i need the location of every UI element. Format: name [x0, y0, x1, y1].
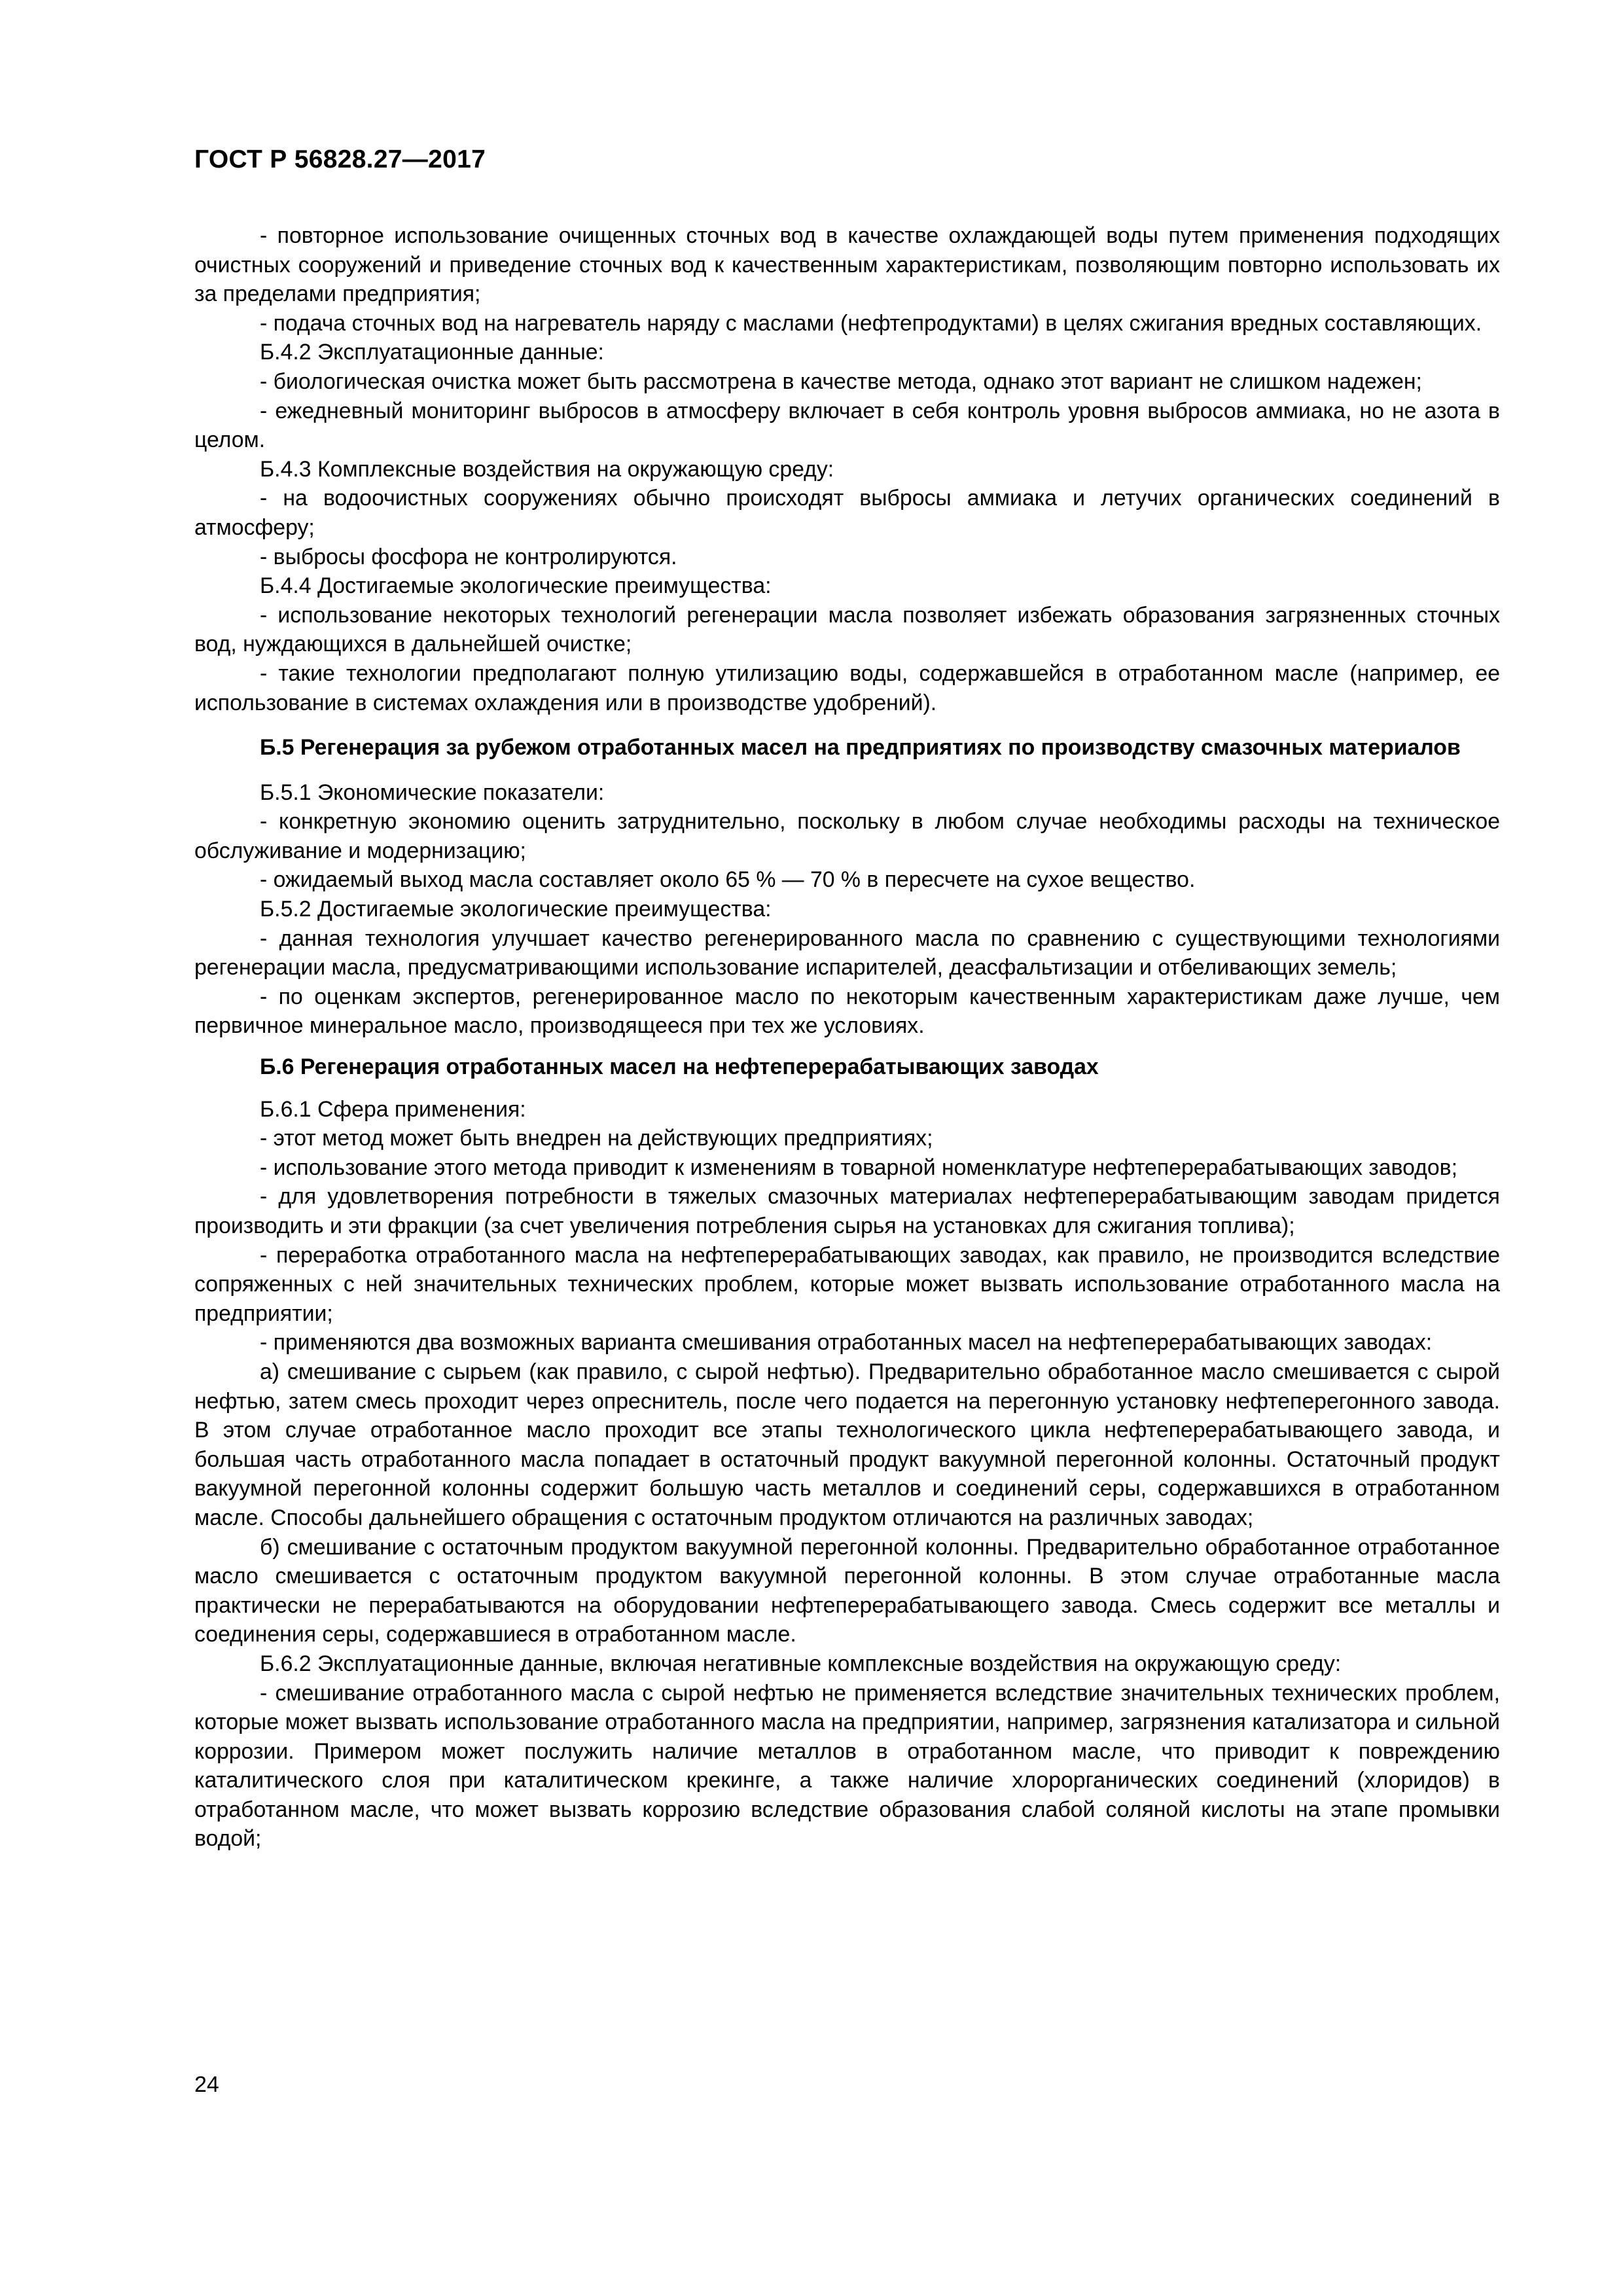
- list-item: - переработка отработанного масла на нефтеперерабатывающих заводах, как правило, не производится вследствие сопряженных с ней значительных технических проблем, которые может вызвать использование отработанного масла на предприятии;: [194, 1242, 1500, 1326]
- list-item: - на водоочистных сооружениях обычно происходят выбросы аммиака и летучих органических соединений в атмосферу;: [194, 486, 1500, 540]
- subsection-title: Б.5.1 Экономические показатели:: [260, 780, 605, 805]
- list-item: - данная технология улучшает качество регенерированного масла по сравнению с существующими технологиями регенерации масла, предусматривающими использование испарителей, деасфальтизации и отбеливающих земель;: [194, 925, 1500, 980]
- page-number: 24: [194, 2072, 219, 2097]
- list-item: - этот метод может быть внедрен на действующих предприятиях;: [260, 1126, 933, 1151]
- variant-paragraph: б) смешивание с остаточным продуктом вакуумной перегонной колонны. Предварительно обработанное отработанное масло смешивается с остаточным продуктом вакуумной перегонной колонны. В этом случае отработанные масла практически не перерабатываются на оборудовании нефтеперерабатывающего завода. Смесь содержит все металлы и соединения серы, содержавшиеся в отработанном масле.: [194, 1534, 1500, 1647]
- list-item: - такие технологии предполагают полную утилизацию воды, содержавшейся в отработанном масле (например, ее использование в системах охлаждения или в производстве удобрений).: [194, 660, 1500, 715]
- list-item: - смешивание отработанного масла с сырой нефтью не применяется вследствие значительных технических проблем, которые может вызвать использование отработанного масла на предприятии, например, загрязнения катализатора и сильной коррозии. Примером может послужить наличие металлов в отработанном масле, что приводит к повреждению каталитического слоя при каталитическом крекинге, а также наличие хлорорганических соединений (хлоридов) в отработанном масле, что может вызвать коррозию вследствие образования слабой соляной кислоты на этапе промывки водой;: [194, 1680, 1500, 1852]
- document-body: [194, 221, 1500, 1854]
- subsection-title: Б.4.2 Эксплуатационные данные:: [260, 340, 604, 365]
- list-item: - по оценкам экспертов, регенерированное масло по некоторым качественным характеристикам даже лучше, чем первичное минеральное масло, производящееся при тех же условиях.: [194, 984, 1500, 1039]
- subsection-title: Б.5.2 Достигаемые экологические преимущества:: [260, 897, 772, 922]
- list-item: - использование этого метода приводит к изменениям в товарной номенклатуре нефтеперерабатывающих заводов;: [260, 1155, 1458, 1180]
- list-item: - применяются два возможных варианта смешивания отработанных масел на нефтеперерабатывающих заводах:: [260, 1330, 1433, 1355]
- subsection-title: Б.4.4 Достигаемые экологические преимущества:: [260, 573, 772, 599]
- list-item: - биологическая очистка может быть рассмотрена в качестве метода, однако этот вариант не слишком надежен;: [260, 368, 1422, 394]
- standard-header: ГОСТ Р 56828.27—2017: [194, 145, 486, 173]
- list-item: - выбросы фосфора не контролируются.: [260, 544, 677, 569]
- subsection-title: Б.6.1 Сфера применения:: [260, 1096, 526, 1122]
- list-item: - ежедневный мониторинг выбросов в атмосферу включает в себя контроль уровня выбросов аммиака, но не азота в целом.: [194, 398, 1500, 453]
- section-heading-b6: Б.6 Регенерация отработанных масел на нефтеперерабатывающих заводах: [260, 1054, 1099, 1080]
- list-item: - ожидаемый выход масла составляет около 65 % — 70 % в пересчете на сухое вещество.: [260, 867, 1196, 893]
- list-item: - подача сточных вод на нагреватель наряду с маслами (нефтепродуктами) в целях сжигания вредных составляющих.: [260, 310, 1482, 336]
- subsection-title: Б.4.3 Комплексные воздействия на окружающую среду:: [260, 456, 834, 482]
- list-item: - использование некоторых технологий регенерации масла позволяет избежать образования загрязненных сточных вод, нуждающихся в дальнейшей очистке;: [194, 602, 1500, 657]
- subsection-title: Б.6.2 Эксплуатационные данные, включая негативные комплексные воздействия на окружающую среду:: [260, 1651, 1342, 1676]
- list-item: - для удовлетворения потребности в тяжелых смазочных материалах нефтеперерабатывающим заводам придется производить и эти фракции (за счет увеличения потребления сырья на установках для сжигания топлива);: [194, 1184, 1500, 1238]
- list-item: - повторное использование очищенных сточных вод в качестве охлаждающей воды путем применения подходящих очистных сооружений и приведение сточных вод к качественным характеристикам, позволяющим повторно использовать их за пределами предприятия;: [194, 223, 1500, 307]
- section-heading-b5: Б.5 Регенерация за рубежом отработанных масел на предприятиях по производству смазочных материалов: [260, 735, 1461, 761]
- variant-paragraph: а) смешивание с сырьем (как правило, с сырой нефтью). Предварительно обработанное масло смешивается с сырой нефтью, затем смесь проходит через опреснитель, после чего подается на перегонную установку нефтеперегонного завода. В этом случае отработанное масло проходит все этапы технологического цикла нефтеперерабатывающего завода, и большая часть отработанного масла попадает в остаточный продукт вакуумной перегонной колонны. Остаточный продукт вакуумной перегонной колонны содержит большую часть металлов и соединений серы, содержавшихся в отработанном масле. Способы дальнейшего обращения с остаточным продуктом отличаются на различных заводах;: [194, 1359, 1500, 1530]
- list-item: - конкретную экономию оценить затруднительно, поскольку в любом случае необходимы расходы на техническое обслуживание и модернизацию;: [194, 809, 1500, 863]
